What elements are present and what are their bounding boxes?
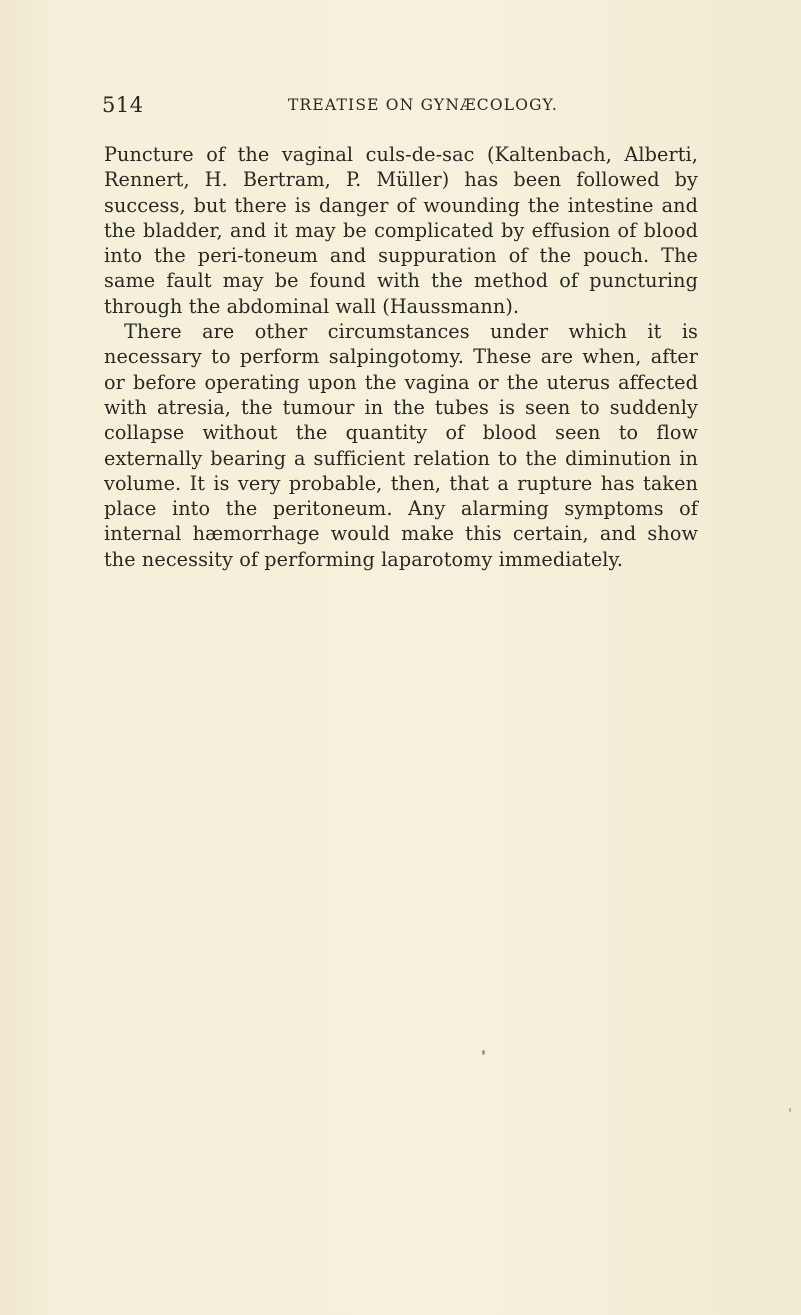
paper-speck bbox=[482, 1050, 485, 1055]
running-head: TREATISE ON GYNÆCOLOGY. bbox=[288, 96, 559, 114]
page-header bbox=[102, 93, 702, 119]
paragraph: Puncture of the vaginal culs-de-sac (Kaltenbach, Alberti, Rennert, H. Bertram, P. Müller) has been followed by success, but there is danger of wounding the intestine and the bladder, and it may be complicated by effusion of blood into the peri-toneum and suppuration of the pouch. The same fault may be found with the method of puncturing through the abdominal wall (Haussmann). bbox=[104, 143, 698, 318]
body-text bbox=[104, 142, 698, 572]
paragraph: There are other circumstances under which it is necessary to perform salpingotomy. These are when, after or before operating upon the vagina or the uterus affected with atresia, the tumour in the tubes is seen to suddenly collapse without the quantity of blood seen to flow externally bearing a sufficient relation to the diminution in volume. It is very probable, then, that a rupture has taken place into the peritoneum. Any alarming symptoms of internal hæmorrhage would make this certain, and show the necessity of performing laparotomy immediately. bbox=[104, 320, 698, 571]
page-number: 514 bbox=[102, 93, 144, 117]
paper-speck bbox=[789, 1108, 791, 1112]
